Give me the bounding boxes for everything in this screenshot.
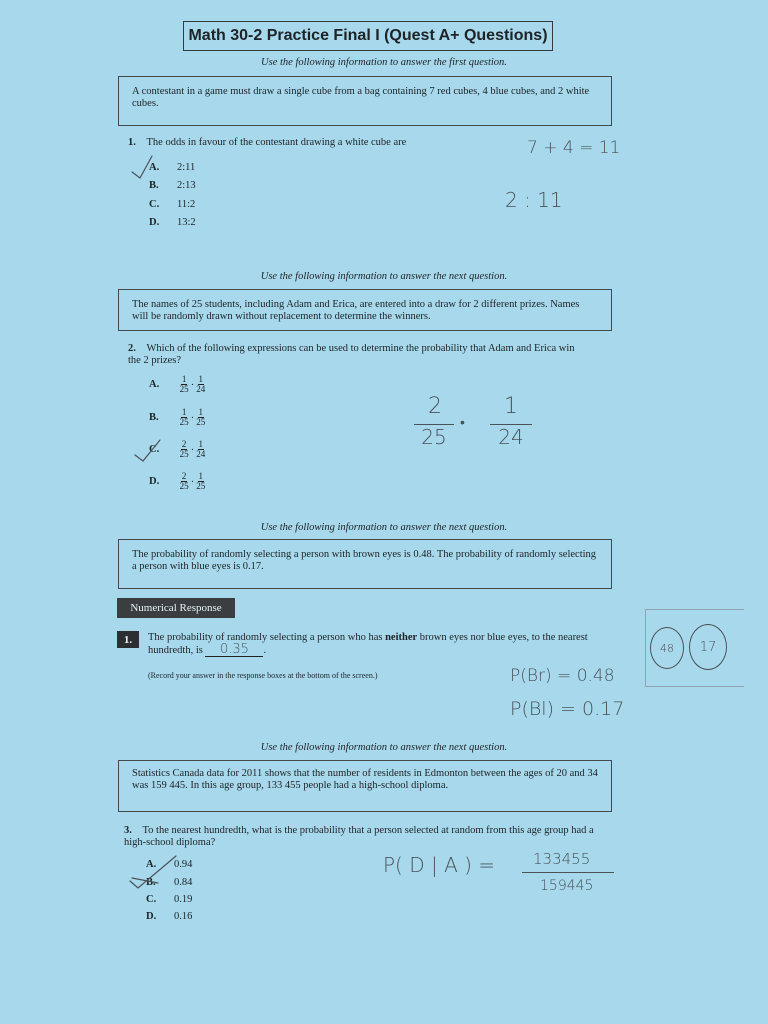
handwritten-denominator: 159445 (540, 878, 594, 894)
question-emphasis: neither (385, 632, 418, 643)
option-a[interactable]: A. $\frac{1}{25}$ · $\frac{1}{24}$ (149, 374, 206, 394)
fraction: $\frac{1}{24}$ (196, 374, 206, 394)
option-letter: C. (149, 199, 160, 210)
option-d[interactable]: D. $\frac{2}{25}$ · $\frac{1}{25}$ (149, 471, 206, 491)
fraction: $\frac{1}{25}$ (179, 407, 189, 427)
check-mark-q2 (135, 440, 160, 461)
fraction: $\frac{1}{25}$ (179, 374, 189, 394)
handwritten-dot: • (460, 415, 465, 431)
check-mark-q1 (132, 156, 152, 178)
handwritten-odds: 2 : 11 (505, 188, 563, 212)
option-text: 0.19 (174, 894, 193, 905)
numerical-response-question: The probability of randomly selecting a person who has neither brown eyes nor blue eyes, to the nearest hundredth, is 0.35 . (148, 632, 588, 657)
answer-blank[interactable]: 0.35 (205, 644, 263, 657)
option-text: 0.16 (174, 911, 193, 922)
option-text: 2:13 (177, 180, 196, 191)
check-mark-q3 (130, 856, 176, 888)
question-text: To the nearest hundredth, what is the probability that a person selected at random from this age group had a high-school diploma? (124, 825, 594, 848)
handwritten-numerator: 1 (504, 394, 518, 419)
circled-number: 17 (689, 624, 727, 670)
question-text: brown eyes nor blue eyes, to the nearest hundredth, is (148, 632, 588, 656)
fraction: $\frac{1}{25}$ (196, 471, 206, 491)
option-text: 0.84 (174, 877, 193, 888)
circled-number: 48 (650, 627, 684, 669)
option-letter: B. (149, 180, 159, 191)
option-letter: B. (146, 877, 156, 888)
handwritten-numerator: 2 (428, 394, 442, 419)
info-box-contest: A contestant in a game must draw a single cube from a bag containing 7 red cubes, 4 blue cubes, and 2 white cubes. (118, 76, 612, 126)
option-letter: C. (146, 894, 157, 905)
fraction: $\frac{1}{24}$ (196, 439, 206, 459)
option-text: 0.94 (174, 859, 193, 870)
instruction-text: Use the following information to answer the next question. (260, 742, 508, 753)
question-text: The probability of randomly selecting a person who has (148, 632, 386, 643)
option-letter: A. (149, 162, 160, 173)
info-box-draw: The names of 25 students, including Adam and Erica, are entered into a draw for 2 different prizes. Names will be randomly drawn without replacement to determine the winners. (118, 289, 612, 331)
question-number: 2. (128, 343, 136, 354)
option-text: 2:11 (177, 162, 196, 173)
option-text: 11:2 (177, 199, 196, 210)
option-letter: A. (146, 859, 157, 870)
question-number: 1. (128, 137, 136, 148)
option-c[interactable]: C. $\frac{2}{25}$ · $\frac{1}{24}$ (149, 439, 206, 459)
option-letter: D. (149, 217, 160, 228)
fraction: $\frac{1}{25}$ (196, 407, 206, 427)
option-letter: B. (149, 411, 159, 423)
record-note: (Record your answer in the response boxes at the bottom of the screen.) (148, 671, 378, 680)
fraction: $\frac{2}{25}$ (179, 439, 189, 459)
option-b[interactable]: B. $\frac{1}{25}$ · $\frac{1}{25}$ (149, 407, 206, 427)
option-letter: D. (149, 475, 160, 487)
instruction-text: Use the following information to answer the first question. (261, 57, 507, 68)
question-text: Which of the following expressions can be used to determine the probability that Adam and Erica win the 2 prizes? (128, 343, 575, 366)
option-letter: D. (146, 911, 157, 922)
info-box-statistics: Statistics Canada data for 2011 shows that the number of residents in Edmonton between the ages of 20 and 34 was 159 445. In this age group, 133 455 people had a high-school diploma. (118, 760, 612, 812)
numerical-response-header: Numerical Response (117, 598, 235, 618)
option-letter: A. (149, 378, 160, 390)
option-letter: C. (149, 443, 160, 455)
handwritten-denominator: 25 (421, 425, 447, 449)
handwritten-sum: 7 + 4 = 11 (527, 138, 621, 158)
handwritten-denominator: 24 (498, 425, 524, 449)
handwritten-blue: P(Bl) = 0.17 (510, 698, 625, 720)
handwritten-conditional: P( D | A ) = (383, 853, 496, 877)
info-box-eyes: The probability of randomly selecting a person with brown eyes is 0.48. The probability of randomly selecting a person with blue eyes is 0.17. (118, 539, 612, 589)
numerical-response-number: 1. (117, 631, 139, 648)
handwritten-brown: P(Br) = 0.48 (510, 666, 615, 686)
instruction-text: Use the following information to answer the next question. (260, 271, 508, 282)
question-text: The odds in favour of the contestant drawing a white cube are (146, 137, 407, 148)
option-text: 13:2 (177, 217, 196, 228)
handwritten-numerator: 133455 (533, 850, 591, 868)
instruction-text: Use the following information to answer the next question. (260, 522, 508, 533)
question-number: 3. (124, 825, 132, 836)
page-title: Math 30-2 Practice Final I (Quest A+ Questions) (183, 21, 553, 51)
fraction: $\frac{2}{25}$ (179, 471, 189, 491)
